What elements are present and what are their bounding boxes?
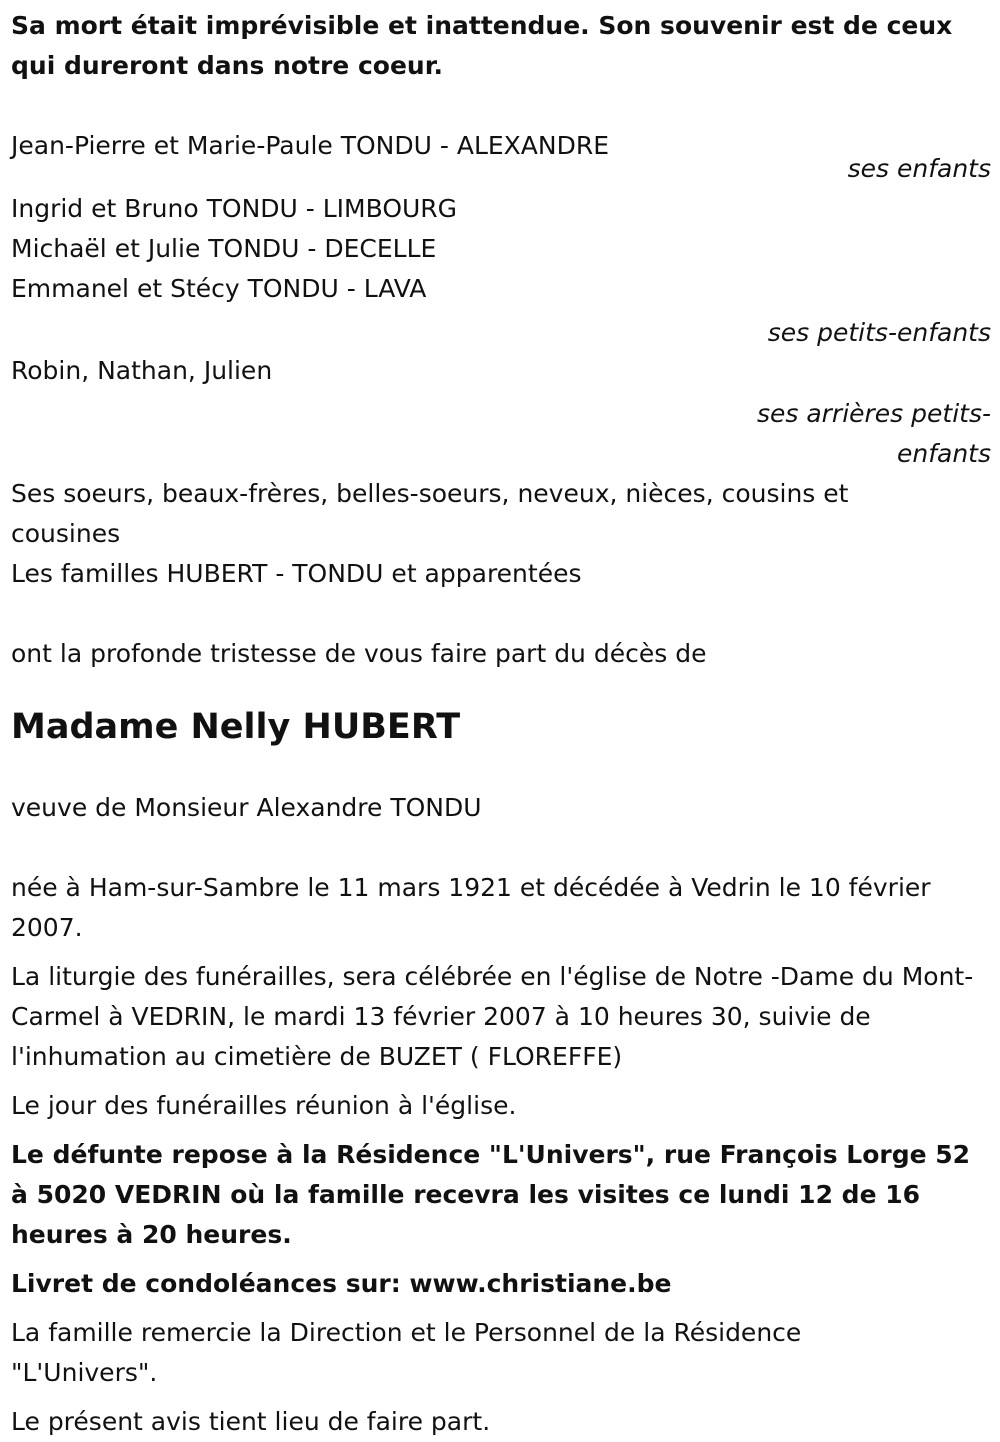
great-grandchildren-names: Robin, Nathan, Julien (11, 356, 273, 385)
grandchildren-list (11, 189, 991, 309)
grandchild-family-1: Ingrid et Bruno TONDU - LIMBOURG (11, 194, 458, 223)
children-names: Jean-Pierre et Marie-Paule TONDU - ALEXANDRE (11, 131, 610, 160)
children-role: ses enfants (847, 154, 991, 183)
condolences-text: Livret de condoléances sur: www.christiane.be (11, 1269, 672, 1298)
birth-death-text: née à Ham-sur-Sambre le 11 mars 1921 et décédée à Vedrin le 10 février 2007. (11, 873, 931, 942)
announcement-text: ont la profonde tristesse de vous faire part du décès de (11, 639, 707, 668)
families-line: Les familles HUBERT - TONDU et apparentées (11, 559, 582, 588)
liturgy-text: La liturgie des funérailles, sera célébrée en l'église de Notre -Dame du Mont-Carmel à VEDRIN, le mardi 13 février 2007 à 10 heures 30, suivie de l'inhumation au cimetière de BUZET ( FLOREFFE) (11, 962, 974, 1071)
great-grandchildren-role-line-2: enfants (896, 439, 991, 468)
obituary-notice (11, 6, 991, 1442)
thanks-text: La famille remercie la Direction et le Personnel de la Résidence "L'Univers". (11, 1318, 802, 1387)
relatives-line: Ses soeurs, beaux-frères, belles-soeurs, neveux, nièces, cousins et cousines (11, 479, 849, 548)
grandchildren-role: ses petits-enfants (767, 318, 991, 347)
great-grandchildren-role-line-1: ses arrières petits- (756, 399, 991, 428)
closing-text: Le présent avis tient lieu de faire part. (11, 1407, 491, 1436)
visitation-text: Le défunte repose à la Résidence "L'Univers", rue François Lorge 52 à 5020 VEDRIN où la famille recevra les visites ce lundi 12 de 16 heures à 20 heures. (11, 1140, 971, 1249)
grandchild-family-3: Emmanel et Stécy TONDU - LAVA (11, 274, 427, 303)
intro-text: Sa mort était imprévisible et inattendue. Son souvenir est de ceux qui dureront dans notre coeur. (11, 11, 953, 80)
relatives-block (11, 474, 991, 594)
meeting-text: Le jour des funérailles réunion à l'église. (11, 1091, 517, 1120)
widow-of-text: veuve de Monsieur Alexandre TONDU (11, 793, 482, 822)
deceased-name: Madame Nelly HUBERT (11, 707, 461, 747)
grandchild-family-2: Michaël et Julie TONDU - DECELLE (11, 234, 437, 263)
